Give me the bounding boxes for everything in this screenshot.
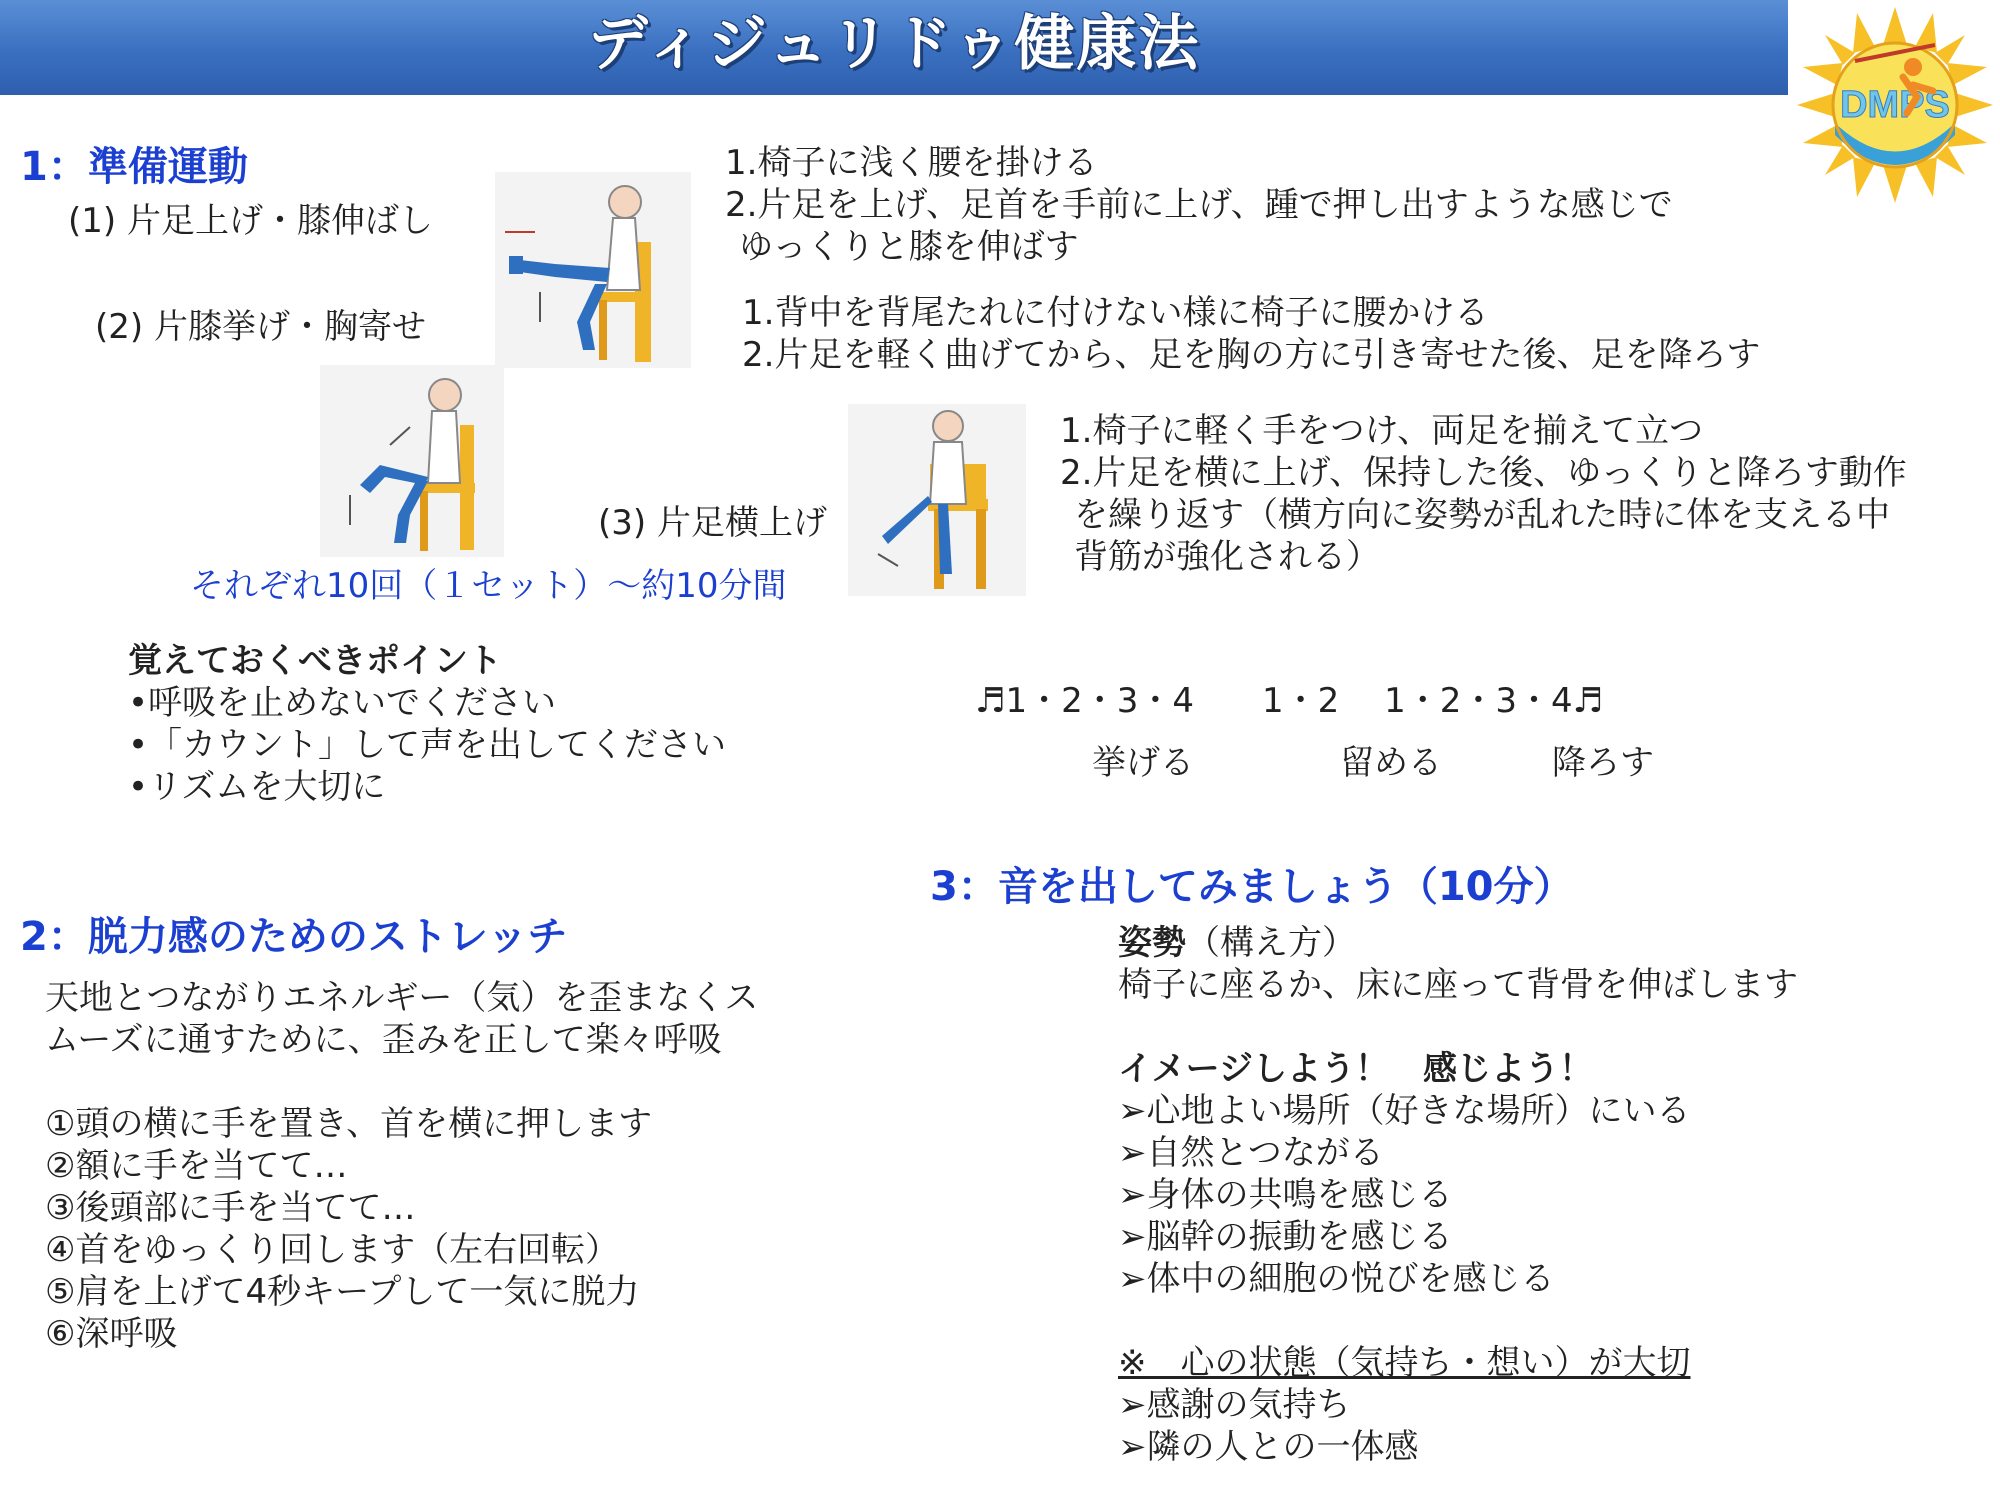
exercise1-illustration bbox=[495, 172, 691, 368]
exercise3-label: (3) 片足横上げ bbox=[598, 503, 827, 543]
stretch-step: ⑤肩を上げて4秒キープして一気に脱力 bbox=[45, 1272, 640, 1312]
posture-text: 椅子に座るか、床に座って背骨を伸ばします bbox=[1118, 965, 1798, 1005]
image-item: ➢心地よい場所（好きな場所）にいる bbox=[1118, 1091, 1691, 1131]
stretch-step: ②額に手を当てて… bbox=[45, 1146, 348, 1186]
exercise2-step: 1.背中を背尾たれに付けない様に椅子に腰かける bbox=[742, 293, 1489, 333]
exercise1-step: 2.片足を上げ、足首を手前に上げ、踵で押し出すような感じで bbox=[725, 185, 1673, 225]
image-item: ➢体中の細胞の悦びを感じる bbox=[1118, 1259, 1555, 1299]
section2-steps bbox=[45, 1103, 652, 1355]
mind-note: ※ 心の状態（気持ち・想い）が大切 bbox=[1118, 1343, 1691, 1383]
exercise3-step: 2.片足を横に上げ、保持した後、ゆっくりと降ろす動作 bbox=[1060, 453, 1907, 493]
section2-heading: 2：脱力感のためのストレッチ bbox=[20, 914, 568, 960]
stretch-step: ④首をゆっくり回します（左右回転） bbox=[45, 1230, 620, 1270]
posture-heading: 姿勢 bbox=[1118, 923, 1186, 963]
exercise1-step: 1.椅子に浅く腰を掛ける bbox=[725, 143, 1098, 183]
posture-subheading: （構え方） bbox=[1186, 923, 1356, 963]
point-item: •呼吸を止めないでください bbox=[128, 683, 557, 723]
exercise2-illustration bbox=[320, 365, 504, 557]
image-item: ➢脳幹の振動を感じる bbox=[1118, 1217, 1453, 1257]
sun-logo-icon bbox=[1795, 5, 1995, 205]
mind-item: ➢感謝の気持ち bbox=[1118, 1385, 1351, 1425]
points-block bbox=[128, 640, 726, 808]
logo-text: DMPS bbox=[1840, 84, 1950, 126]
rhythm-label-lower: 降ろす bbox=[1552, 743, 1654, 783]
exercise1-step: ゆっくりと膝を伸ばす bbox=[739, 227, 1079, 267]
section1-heading: 1：準備運動 bbox=[20, 144, 248, 190]
exercise1-steps bbox=[725, 142, 1673, 268]
rhythm-label-hold: 留める bbox=[1340, 743, 1442, 783]
image-heading: イメージしよう！ 感じよう！ bbox=[1118, 1049, 1593, 1089]
mind-item: ➢隣の人との一体感 bbox=[1118, 1427, 1419, 1467]
exercise2-steps bbox=[742, 292, 1760, 376]
exercise3-step: を繰り返す（横方向に姿勢が乱れた時に体を支える中 bbox=[1074, 495, 1890, 535]
exercise3-illustration bbox=[848, 404, 1026, 596]
exercise2-label: (2) 片膝挙げ・胸寄せ bbox=[95, 307, 426, 347]
rhythm-label-raise: 挙げる bbox=[1092, 743, 1194, 783]
points-heading: 覚えておくべきポイント bbox=[128, 641, 502, 681]
repetition-note: それぞれ10回（１セット）～約10分間 bbox=[190, 566, 787, 606]
exercise3-step: 背筋が強化される） bbox=[1074, 537, 1380, 577]
intro-line: ムーズに通すために、歪みを正して楽々呼吸 bbox=[45, 1020, 722, 1060]
rhythm-count: ♬1・2・3・4 1・2 1・2・3・4♬ bbox=[975, 681, 1604, 721]
stretch-step: ①頭の横に手を置き、首を横に押します bbox=[45, 1104, 653, 1144]
point-item: •リズムを大切に bbox=[128, 767, 386, 807]
stretch-step: ③後頭部に手を当てて… bbox=[45, 1188, 416, 1228]
section3-body bbox=[1118, 922, 1798, 1468]
exercise1-label: (1) 片足上げ・膝伸ばし bbox=[68, 201, 433, 241]
page-title: ディジュリドゥ健康法 bbox=[587, 9, 1201, 79]
image-item: ➢自然とつながる bbox=[1118, 1133, 1384, 1173]
exercise2-step: 2.片足を軽く曲げてから、足を胸の方に引き寄せた後、足を降ろす bbox=[742, 335, 1761, 375]
exercise3-step: 1.椅子に軽く手をつけ、両足を揃えて立つ bbox=[1060, 411, 1704, 451]
exercise3-steps bbox=[1060, 410, 1907, 578]
stretch-step: ⑥深呼吸 bbox=[45, 1314, 178, 1354]
section3-heading: 3：音を出してみましょう（10分） bbox=[930, 864, 1574, 910]
image-item: ➢身体の共鳴を感じる bbox=[1118, 1175, 1453, 1215]
intro-line: 天地とつながりエネルギー（気）を歪まなくス bbox=[45, 978, 759, 1018]
point-item: •「カウント」して声を出してください bbox=[128, 725, 727, 765]
section2-intro bbox=[45, 977, 758, 1061]
